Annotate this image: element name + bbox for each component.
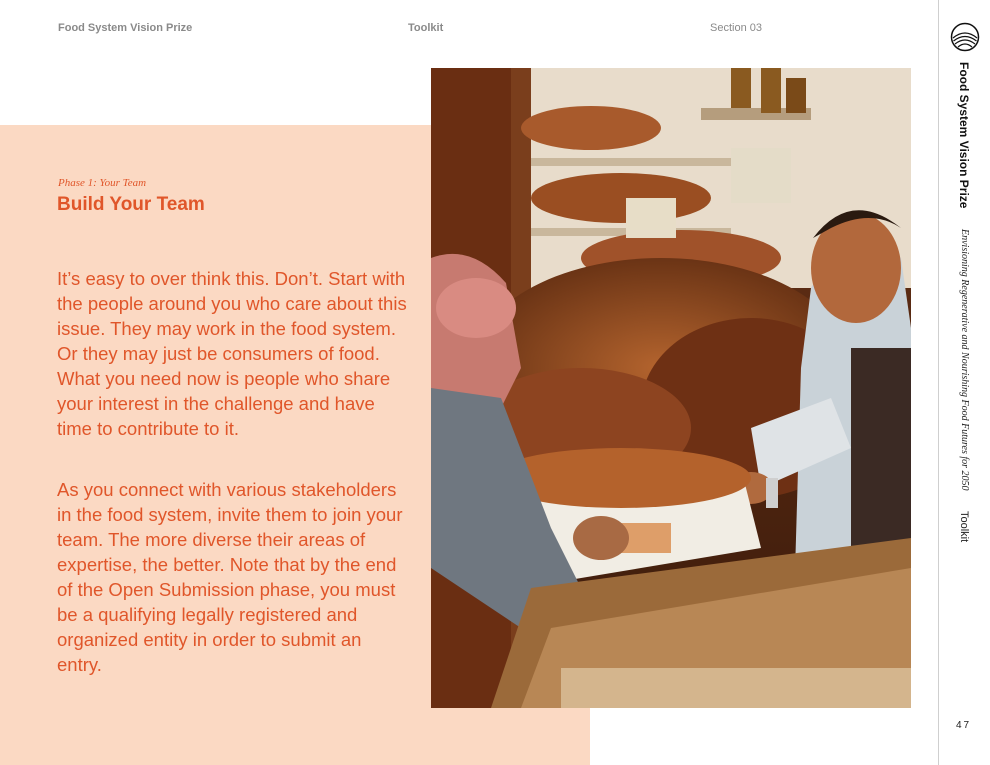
body-paragraph-2: As you connect with various stakeholders in the food system, invite them to join your team. The more diverse their areas of expertise, the better. Note that by the end of the Open Submission phase, you must be a qualifying legally registered and organized entity in order to submit an entry.: [57, 479, 403, 675]
sidebar-title: Food System Vision Prize: [957, 62, 971, 209]
prize-logo-icon: [950, 22, 980, 52]
header-section-label: Toolkit: [408, 22, 444, 34]
header-section-number: Section 03: [710, 22, 762, 34]
section-heading: Build Your Team: [57, 194, 205, 215]
header-title: Food System Vision Prize: [58, 22, 193, 34]
sidebar-toolkit-label: Toolkit: [958, 510, 970, 543]
market-photo: [431, 68, 911, 708]
phase-label: Phase 1: Your Team: [58, 177, 147, 189]
body-paragraph-1: It’s easy to over think this. Don’t. Start with the people around you who care about this issue. They may work in the food system. Or they may just be consumers of food. What you need now is people who share your interest in the challenge and have time to contribute to it.: [57, 268, 407, 439]
sidebar-subtitle: Envisioning Regenerative and Nourishing Food Futures for 2050: [959, 228, 970, 491]
sidebar-vertical-text: [955, 62, 973, 542]
page-number: 47: [956, 720, 972, 731]
sidebar-divider: [938, 0, 939, 765]
